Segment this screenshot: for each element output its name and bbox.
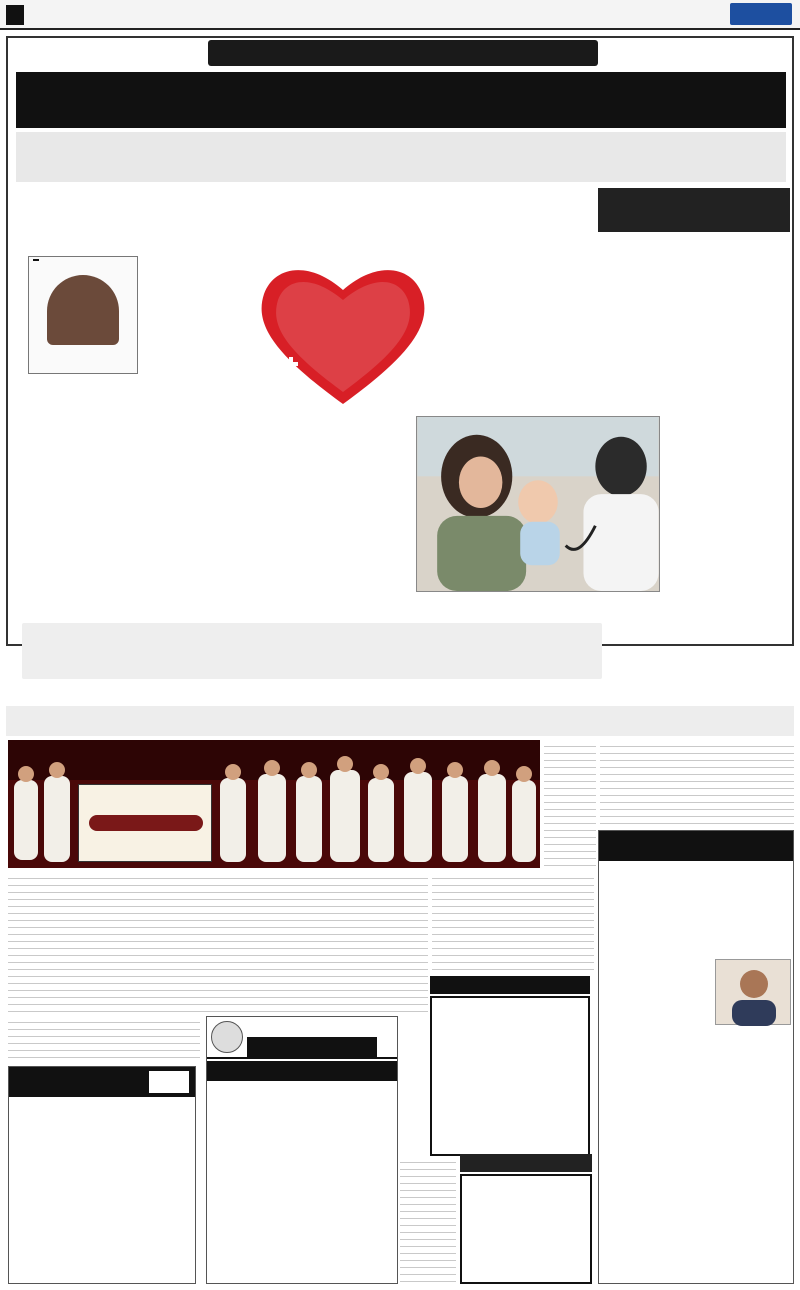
text-column [400, 1156, 456, 1284]
text-column [254, 418, 414, 618]
sudoku-answer [460, 1174, 592, 1284]
channel-badge [149, 1071, 189, 1093]
byline-box [28, 256, 138, 374]
sudoku-answer-title [460, 1154, 592, 1172]
panchang-box [206, 1016, 398, 1284]
text-column [16, 378, 136, 618]
horoscope-title [599, 831, 793, 861]
text-column [430, 186, 590, 436]
text-column [254, 186, 324, 252]
sudoku-title [430, 976, 590, 994]
astrologer-portrait [716, 960, 792, 1026]
newspaper-logo [730, 3, 792, 25]
panchang-title [247, 1037, 377, 1057]
text-column [142, 186, 248, 618]
sudoku-grid [430, 996, 590, 1156]
text-column [544, 740, 596, 868]
story1-kicker [208, 40, 598, 66]
story1-headline [16, 72, 786, 128]
panchang-emblem-icon [211, 1021, 243, 1053]
story2-deck [6, 706, 794, 736]
horoscope-box [598, 830, 794, 1284]
text-column [16, 186, 136, 256]
sudoku-answer-grid [460, 1174, 592, 1284]
text-column [8, 872, 428, 1012]
astrologer-photo [715, 959, 791, 1025]
panchang-date [207, 1061, 397, 1081]
sudoku-puzzle [430, 996, 590, 1156]
top-bar [0, 0, 800, 30]
nurse-with-baby-photo [416, 416, 660, 592]
text-column [432, 872, 594, 972]
story2-headline [6, 654, 794, 702]
story1-deck [16, 132, 786, 182]
text-column [8, 1016, 200, 1062]
byline-tag [33, 259, 39, 261]
author-photo [47, 275, 119, 345]
guru-prasad-banner [78, 784, 212, 862]
program-list-box [8, 1066, 196, 1284]
nurses-day-heart-graphic [254, 254, 432, 414]
nurses-day-story [6, 36, 794, 646]
text-column [670, 442, 790, 642]
panchang-header [207, 1017, 397, 1059]
banner-main-title [89, 815, 203, 831]
page-number [6, 5, 24, 25]
masthead [300, 6, 304, 22]
text-column [600, 740, 794, 826]
side-heading-box [598, 188, 790, 232]
event-stage-photo [8, 740, 540, 868]
